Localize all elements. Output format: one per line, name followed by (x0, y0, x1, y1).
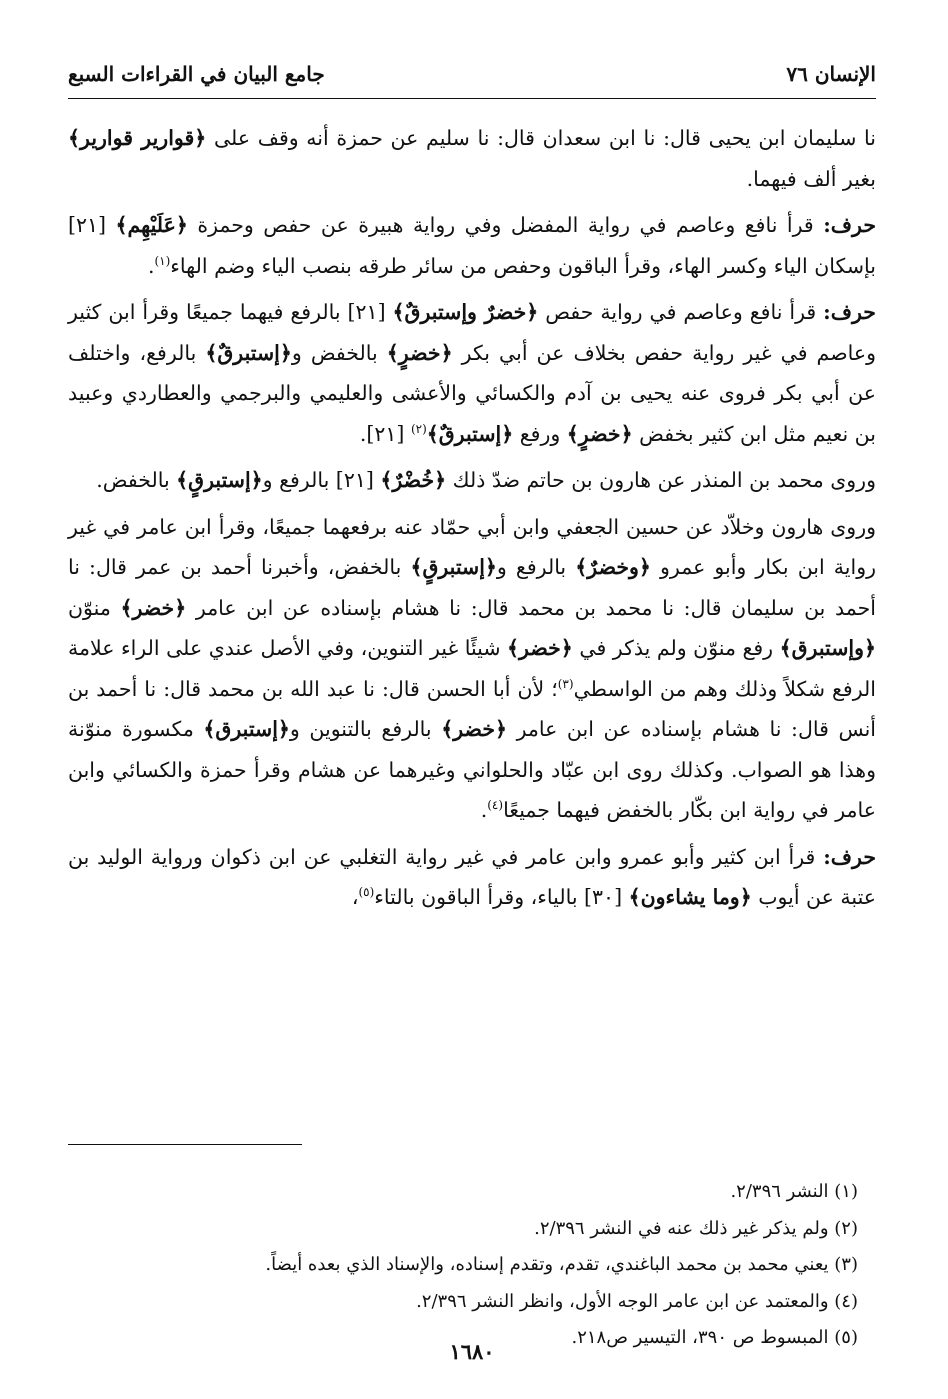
text-run: مكسورة منوّنة وهذا هو الصواب. وكذلك روى ابن عبّاد والحلواني وغيرهما عن هشام وقرأ حمزة والكسائي وابن عامر في رواية ابن بكّار بالخفض فيهما جميعًا (68, 717, 876, 822)
text-run: بالرفع و (496, 555, 576, 579)
text-run: ، (351, 885, 359, 909)
quranic-word: ﴿إستبرقٌ﴾ (205, 340, 292, 365)
text-run: بالخفض، وأخبرنا أحمد بن عمر قال: نا أحمد بن سليمان قال: نا محمد بن محمد قال: نا هشام بإسناده عن ابن عامر (68, 555, 876, 620)
text-run: قرأ نافع وعاصم في رواية المفضل وفي رواية هبيرة عن حفص وحمزة (187, 213, 824, 237)
footnote: (٥) المبسوط ص ٣٩٠، التيسير ص٢١٨. (571, 1327, 858, 1348)
quranic-word: ﴿إستبرقٌ﴾ (426, 421, 514, 446)
paragraph (68, 118, 876, 199)
text-run: منوّن (68, 595, 121, 620)
quranic-word: ﴿خضرٌ وإستبرقٌ﴾ (392, 300, 539, 324)
quranic-word: ﴿خُضْرٌ﴾ (380, 468, 447, 492)
book-title: جامع البيان في القراءات السبع (68, 62, 325, 86)
footnote: (١) النشر ٢/٣٩٦. (730, 1181, 858, 1202)
text-run: قرأ نافع وعاصم في رواية حفص (538, 300, 824, 324)
footnote-ref: (٣) (557, 676, 574, 691)
footnote-ref: (٤) (487, 798, 504, 813)
text-run: [٢١] بالرفع فيهما جميعًا وقرأ ابن كثير وعاصم في غير رواية حفص بخلاف عن أبي بكر (68, 300, 876, 365)
quranic-word: ﴿قوارير قوارير﴾ (68, 126, 207, 150)
paragraph (68, 292, 876, 454)
text-run: بالخفض. (96, 468, 177, 492)
paragraph (68, 507, 876, 831)
section-label: حرف: (823, 213, 876, 237)
quranic-word: ﴿خضرٍ﴾ (386, 340, 453, 365)
document-page (68, 52, 876, 1382)
footnotes (68, 1174, 876, 1357)
footnote-ref: (٥) (358, 885, 375, 900)
running-header (68, 52, 876, 99)
footnote-ref: (١) (154, 253, 171, 268)
text-run: رفع منوّن ولم يذكر في (572, 636, 780, 660)
quranic-word: ﴿عَلَيْهِم﴾ (115, 213, 188, 237)
text-run: بغير ألف فيهما. (746, 166, 876, 191)
text-run: نا سليمان ابن يحيى قال: نا ابن سعدان قال: نا سليم عن حمزة أنه وقف على (206, 126, 876, 150)
text-run: قرأ ابن كثير وأبو عمرو وابن عامر في غير رواية التغلبي عن ابن ذكوان ورواية الوليد بن عتبة عن أيوب (68, 844, 876, 909)
text-run: بالرفع، واختلف عن أبي بكر فروى عنه يحيى بن آدم والكسائي والأعشى والعليمي والبرجمي والعطاردي وعبيد بن نعيم مثل ابن كثير بخفض (68, 340, 876, 446)
text-run: [٢١] بالرفع و (262, 468, 381, 492)
text-run: وروى هارون وخلاّد عن حسين الجعفي وابن أبي حمّاد عنه برفعهما جميعًا، وقرأ ابن عامر في غير رواية ابن بكار وأبو عمرو (68, 514, 876, 579)
quranic-word: ﴿خضر﴾ (120, 595, 187, 620)
footnote: (٣) يعني محمد بن محمد الباغندي، تقدم، وتقدم إسناده، والإسناد الذي بعده أيضاً. (265, 1254, 858, 1275)
footnote-separator (68, 1144, 302, 1145)
text-run: بالرفع بالتنوين و (289, 717, 442, 741)
text-run: ؛ لأن أبا الحسن قال: نا عبد الله بن محمد قال: نا أحمد بن أنس قال: نا هشام بإسناده عن ابن عامر (68, 676, 877, 741)
text-run: شيئًا غير التنوين، وفي الأصل عندي على الراء علامة الرفع شكلاً وذلك وهم من الواسطي (68, 636, 876, 701)
footnote-ref: (٢) (410, 421, 427, 436)
text-run: وروى محمد بن المنذر عن هارون بن حاتم ضدّ ذلك (446, 468, 876, 492)
text-run: . (147, 253, 155, 278)
paragraph (68, 205, 876, 286)
section-label: حرف: (823, 300, 876, 324)
text-run: ورفع (513, 421, 567, 446)
paragraph (68, 837, 876, 918)
quranic-word: ﴿إستبرق﴾ (203, 717, 290, 741)
page-number: ١٦٨٠ (449, 1339, 495, 1364)
text-run: . (480, 798, 488, 822)
quranic-word: ﴿إستبرقٍ﴾ (410, 555, 497, 579)
text-run: [٣٠] بالياء، وقرأ الباقون بالتاء (374, 885, 629, 909)
text-run: [٢١] بإسكان الياء وكسر الهاء، وقرأ الباقون وحفص من سائر طرقه بنصب الياء وضم الهاء (68, 213, 876, 278)
quranic-word: ﴿وإستبرق﴾ (779, 636, 877, 660)
main-text (68, 118, 876, 918)
footnote: (٢) ولم يذكر غير ذلك عنه في النشر ٢/٣٩٦. (534, 1217, 858, 1239)
text-run: [٢١]. (359, 421, 411, 446)
quranic-word: ﴿خضرٍ﴾ (566, 421, 633, 446)
chapter-label: الإنسان ٧٦ (786, 62, 876, 86)
quranic-word: ﴿خضر﴾ (507, 636, 573, 660)
section-label: حرف: (823, 844, 876, 869)
quranic-word: ﴿وخضرٌ﴾ (575, 555, 651, 579)
quranic-word: ﴿خضر﴾ (441, 717, 508, 741)
paragraph (68, 460, 876, 501)
footnote: (٤) والمعتمد عن ابن عامر الوجه الأول، وانظر النشر ٢/٣٩٦. (416, 1290, 858, 1312)
quranic-word: ﴿إستبرقٍ﴾ (176, 468, 263, 492)
quranic-word: ﴿وما يشاءون﴾ (628, 885, 752, 909)
text-run: بالخفض و (291, 340, 387, 365)
